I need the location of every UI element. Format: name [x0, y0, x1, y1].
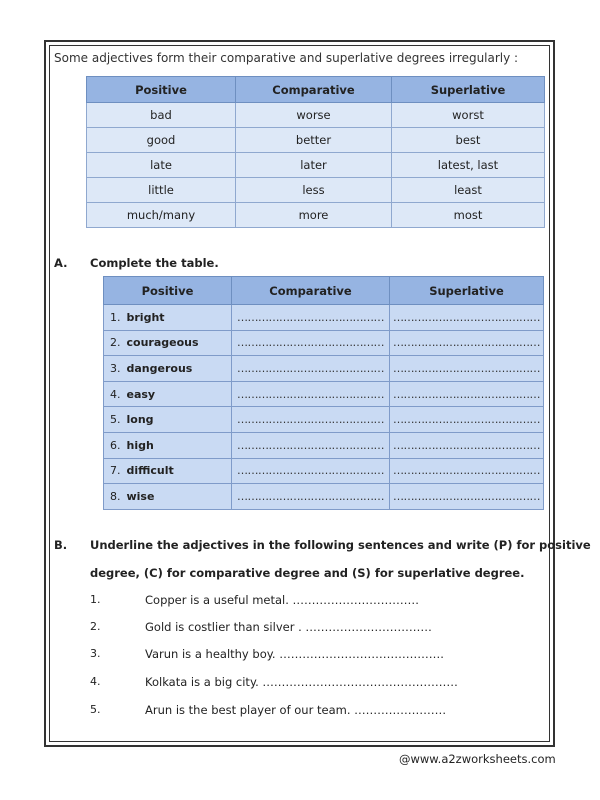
question-sentence: Kolkata is a big city. …………………………………………… — [145, 675, 458, 689]
row-number: 2. — [110, 336, 121, 350]
table-row — [104, 356, 544, 382]
header-comparative: Comparative — [232, 277, 390, 305]
row-number: 4. — [110, 387, 121, 401]
table-row — [87, 203, 545, 228]
question-number: 3. — [90, 647, 101, 660]
superlative-blank[interactable]: …………………………………… — [390, 305, 544, 331]
row-number: 3. — [110, 361, 121, 375]
comparative-blank[interactable]: …………………………………… — [232, 305, 390, 331]
superlative-blank[interactable]: …………………………………… — [390, 458, 544, 484]
positive-cell — [104, 484, 232, 510]
table-row — [104, 381, 544, 407]
adjective: easy — [126, 387, 156, 401]
positive-cell — [104, 407, 232, 433]
superlative-blank[interactable]: …………………………………… — [390, 432, 544, 458]
superlative-cell: least — [392, 178, 545, 203]
comparative-blank[interactable]: …………………………………… — [232, 484, 390, 510]
row-number: 7. — [110, 464, 121, 478]
question-number: 2. — [90, 620, 101, 633]
row-number: 1. — [110, 310, 121, 324]
positive-cell: good — [87, 128, 236, 153]
comparative-cell: worse — [236, 103, 392, 128]
comparative-blank[interactable]: …………………………………… — [232, 330, 390, 356]
superlative-blank[interactable]: …………………………………… — [390, 484, 544, 510]
table-row — [104, 484, 544, 510]
footer-website: @www.a2zworksheets.com — [399, 752, 556, 766]
table-row — [104, 305, 544, 331]
superlative-cell: latest, last — [392, 153, 545, 178]
adjective: dangerous — [126, 361, 193, 375]
row-number: 8. — [110, 489, 121, 503]
positive-cell — [104, 458, 232, 484]
section-b-letter: B. — [54, 538, 68, 552]
header-superlative: Superlative — [392, 77, 545, 103]
positive-cell: late — [87, 153, 236, 178]
adjective: wise — [126, 489, 155, 503]
header-superlative: Superlative — [390, 277, 544, 305]
superlative-blank[interactable]: …………………………………… — [390, 330, 544, 356]
comparative-blank[interactable]: …………………………………… — [232, 381, 390, 407]
table-header-row — [104, 277, 544, 305]
question-number: 4. — [90, 675, 101, 688]
positive-cell — [104, 432, 232, 458]
positive-cell: little — [87, 178, 236, 203]
positive-cell: much/many — [87, 203, 236, 228]
section-a-letter: A. — [54, 256, 68, 270]
table-row — [87, 103, 545, 128]
question-sentence: Varun is a healthy boy. ……………………………………. — [145, 647, 444, 661]
table-row — [87, 153, 545, 178]
section-b-title-line2: degree, (C) for comparative degree and (S) for superlative degree. — [90, 566, 525, 580]
header-positive: Positive — [104, 277, 232, 305]
comparative-blank[interactable]: …………………………………… — [232, 432, 390, 458]
question-number: 5. — [90, 703, 101, 716]
positive-cell: bad — [87, 103, 236, 128]
comparative-cell: later — [236, 153, 392, 178]
table-header-row — [87, 77, 545, 103]
irregular-degrees-table — [86, 76, 545, 228]
positive-cell — [104, 356, 232, 382]
table-row — [104, 330, 544, 356]
superlative-blank[interactable]: …………………………………… — [390, 407, 544, 433]
table-row — [104, 407, 544, 433]
question-number: 1. — [90, 593, 101, 606]
comparative-cell: better — [236, 128, 392, 153]
comparative-blank[interactable]: …………………………………… — [232, 356, 390, 382]
superlative-cell: best — [392, 128, 545, 153]
superlative-cell: most — [392, 203, 545, 228]
comparative-cell: more — [236, 203, 392, 228]
adjective: courageous — [126, 336, 199, 350]
row-number: 5. — [110, 413, 121, 427]
positive-cell — [104, 381, 232, 407]
section-a-title: Complete the table. — [90, 256, 219, 270]
comparative-blank[interactable]: …………………………………… — [232, 407, 390, 433]
comparative-blank[interactable]: …………………………………… — [232, 458, 390, 484]
question-sentence: Arun is the best player of our team. …………………… — [145, 703, 447, 717]
section-b-title-line1: Underline the adjectives in the following sentences and write (P) for positive — [90, 538, 591, 552]
adjective: bright — [126, 310, 165, 324]
positive-cell — [104, 305, 232, 331]
header-positive: Positive — [87, 77, 236, 103]
comparative-cell: less — [236, 178, 392, 203]
table-row — [104, 432, 544, 458]
positive-cell — [104, 330, 232, 356]
question-sentence: Copper is a useful metal. …………………………… — [145, 593, 420, 607]
superlative-blank[interactable]: …………………………………… — [390, 356, 544, 382]
adjective: difficult — [126, 464, 174, 478]
complete-the-table — [103, 276, 544, 510]
adjective: long — [126, 413, 154, 427]
row-number: 6. — [110, 438, 121, 452]
table-row — [104, 458, 544, 484]
superlative-cell: worst — [392, 103, 545, 128]
table-row — [87, 128, 545, 153]
header-comparative: Comparative — [236, 77, 392, 103]
intro-text: Some adjectives form their comparative and superlative degrees irregularly : — [54, 51, 519, 65]
adjective: high — [126, 438, 154, 452]
table-row — [87, 178, 545, 203]
superlative-blank[interactable]: …………………………………… — [390, 381, 544, 407]
question-sentence: Gold is costlier than silver . …………………………… — [145, 620, 432, 634]
